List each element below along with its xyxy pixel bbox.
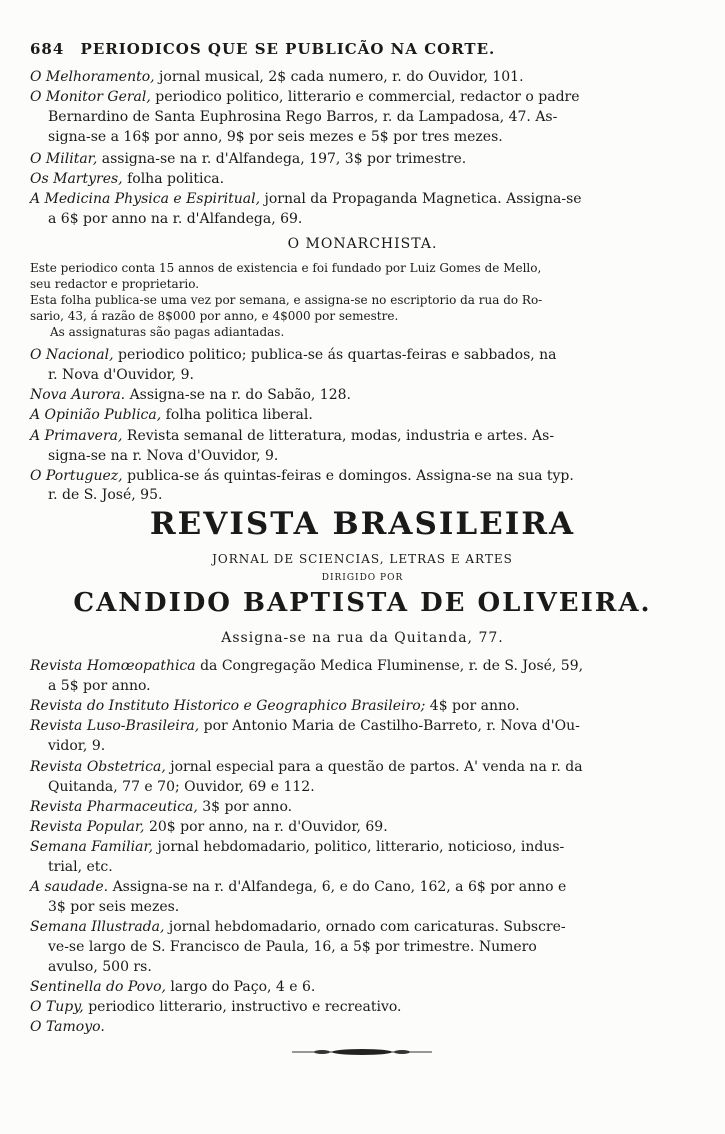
entry-text: assigna-se na r. d'Alfandega, 197, 3$ por trimestre. [97, 151, 467, 167]
entry-text: periodico politico, litterario e commercial, redactor o padre [150, 89, 580, 105]
paragraph-line: As assignaturas são pagas adiantadas. [50, 325, 285, 339]
list-item [30, 128, 670, 147]
entry-text: Revista semanal de litteratura, modas, industria e artes. As- [122, 428, 555, 444]
entry-title: A Opinião Publica, [30, 407, 162, 423]
page-number: 684 [30, 40, 65, 58]
list-item [30, 108, 670, 127]
list-item [30, 978, 670, 997]
entry-title: Sentinella do Povo, [30, 979, 166, 995]
entry-text: r. de S. José, 95. [48, 487, 163, 503]
entry-text: 4$ por anno. [425, 698, 520, 714]
paragraph-line: Este periodico conta 15 annos de existencia e foi fundado por Luiz Gomes de Mello, [30, 261, 542, 275]
entry-text: 20$ por anno, na r. d'Ouvidor, 69. [144, 819, 388, 835]
list-item [30, 898, 670, 917]
entry-title: O Tupy, [30, 999, 84, 1015]
entry-text: signa-se na r. Nova d'Ouvidor, 9. [48, 448, 279, 464]
list-item [30, 210, 670, 229]
paragraph-line: sario, 43, á razão de 8$000 por anno, e 4$000 por semestre. [30, 309, 399, 323]
entry-text: 3$ por seis mezes. [48, 899, 180, 915]
entry-text: signa-se a 16$ por anno, 9$ por seis mezes e 5$ por tres mezes. [48, 129, 503, 145]
list-item [30, 998, 670, 1017]
section-heading: O MONARCHISTA. [287, 236, 438, 252]
revista-address: Assigna-se na rua da Quitanda, 77. [221, 630, 504, 646]
entry-text: por Antonio Maria de Castilho-Barreto, r. Nova d'Ou- [199, 718, 580, 734]
revista-directed-by: DIRIGIDO POR [321, 573, 404, 583]
list-item [30, 958, 670, 977]
entry-title: Revista Pharmaceutica, [30, 799, 198, 815]
paragraph-line: Esta folha publica-se uma vez por semana, e assigna-se no escriptorio da rua do Ro- [30, 293, 543, 307]
divider-right [394, 1050, 410, 1054]
list-item [30, 366, 670, 385]
entry-text: Quitanda, 77 e 70; Ouvidor, 69 e 112. [48, 779, 315, 795]
list-item [30, 657, 670, 676]
entry-text: jornal hebdomadario, politico, litterario, noticioso, indus- [153, 839, 565, 855]
list-item [30, 838, 670, 857]
entry-text: folha politica liberal. [161, 407, 313, 423]
entry-text: publica-se ás quintas-feiras e domingos. Assigna-se na sua typ. [122, 468, 574, 484]
entry-text: 3$ por anno. [197, 799, 293, 815]
entry-title: O Militar, [30, 151, 98, 167]
list-item [30, 427, 670, 446]
entry-text: vidor, 9. [48, 738, 106, 754]
divider-left [314, 1050, 330, 1054]
list-item [30, 406, 670, 425]
entry-text: periodico litterario, instructivo e recreativo. [83, 999, 402, 1015]
entry-title: O Tamoyo. [30, 1019, 105, 1035]
entry-text: a 5$ por anno. [48, 678, 151, 694]
list-item [30, 68, 670, 87]
list-item [30, 717, 670, 736]
entry-text: jornal hebdomadario, ornado com caricaturas. Subscre- [164, 919, 566, 935]
entry-title: Revista Homœopathica [30, 658, 196, 674]
list-item [30, 190, 670, 209]
entry-title: Semana Illustrada, [30, 919, 165, 935]
list-item [30, 878, 670, 897]
list-item [30, 170, 670, 189]
entry-title: Nova Aurora. [30, 387, 126, 403]
running-header [30, 40, 700, 58]
list-item [30, 697, 670, 716]
list-item [30, 918, 670, 937]
entry-title: Revista Luso-Brasileira, [30, 718, 200, 734]
entry-text: largo do Paço, 4 e 6. [165, 979, 316, 995]
divider-ornament [292, 1047, 432, 1057]
list-item [30, 88, 670, 107]
list-item [30, 1018, 670, 1037]
list-item [30, 858, 670, 877]
list-item [30, 818, 670, 837]
entry-title: O Nacional, [30, 347, 114, 363]
entry-title: Os Martyres, [30, 171, 123, 187]
list-item [30, 150, 670, 169]
entry-title: Revista Obstetrica, [30, 759, 166, 775]
divider-center [332, 1049, 392, 1055]
entry-text: a 6$ por anno na r. d'Alfandega, 69. [48, 211, 303, 227]
list-item [30, 447, 670, 466]
entry-text: Assigna-se na r. do Sabão, 128. [125, 387, 351, 403]
revista-director: CANDIDO BAPTISTA DE OLIVEIRA. [73, 588, 652, 618]
entry-text: Assigna-se na r. d'Alfandega, 6, e do Cano, 162, a 6$ por anno e [108, 879, 567, 895]
entry-text: jornal da Propaganda Magnetica. Assigna-se [260, 191, 582, 207]
list-item [30, 486, 670, 505]
entry-text: Bernardino de Santa Euphrosina Rego Barros, r. da Lampadosa, 47. As- [48, 109, 558, 125]
list-item [30, 758, 670, 777]
entry-text: da Congregação Medica Fluminense, r. de S. José, 59, [195, 658, 584, 674]
entry-title: A Primavera, [30, 428, 123, 444]
entry-text: periodico politico; publica-se ás quartas-feiras e sabbados, na [113, 347, 557, 363]
list-item [30, 467, 670, 486]
revista-subtitle: JORNAL DE SCIENCIAS, LETRAS E ARTES [212, 552, 513, 566]
entry-text: r. Nova d'Ouvidor, 9. [48, 367, 194, 383]
paragraph-line: seu redactor e proprietario. [30, 277, 200, 291]
entry-text: avulso, 500 rs. [48, 959, 152, 975]
list-item [30, 778, 670, 797]
entry-title: A saudade. [30, 879, 109, 895]
entry-title: Revista Popular, [30, 819, 145, 835]
revista-title: REVISTA BRASILEIRA [149, 506, 576, 542]
entry-title: O Melhoramento, [30, 69, 155, 85]
entry-text: jornal musical, 2$ cada numero, r. do Ouvidor, 101. [154, 69, 524, 85]
running-title: PERIODICOS QUE SE PUBLICÃO NA CORTE. [80, 40, 496, 58]
entry-text: trial, etc. [48, 859, 113, 875]
list-item [30, 938, 670, 957]
list-item [30, 386, 670, 405]
list-item [30, 677, 670, 696]
entry-title: A Medicina Physica e Espiritual, [30, 191, 261, 207]
entry-text: jornal especial para a questão de partos. A' venda na r. da [165, 759, 583, 775]
list-item [30, 798, 670, 817]
entry-title: O Monitor Geral, [30, 89, 151, 105]
entry-text: ve-se largo de S. Francisco de Paula, 16, a 5$ por trimestre. Numero [48, 939, 537, 955]
entry-title: O Portuguez, [30, 468, 123, 484]
entry-text: folha politica. [122, 171, 225, 187]
list-item [30, 737, 670, 756]
entry-title: Semana Familiar, [30, 839, 154, 855]
list-item [30, 346, 670, 365]
entry-title: Revista do Instituto Historico e Geographico Brasileiro; [30, 698, 426, 714]
